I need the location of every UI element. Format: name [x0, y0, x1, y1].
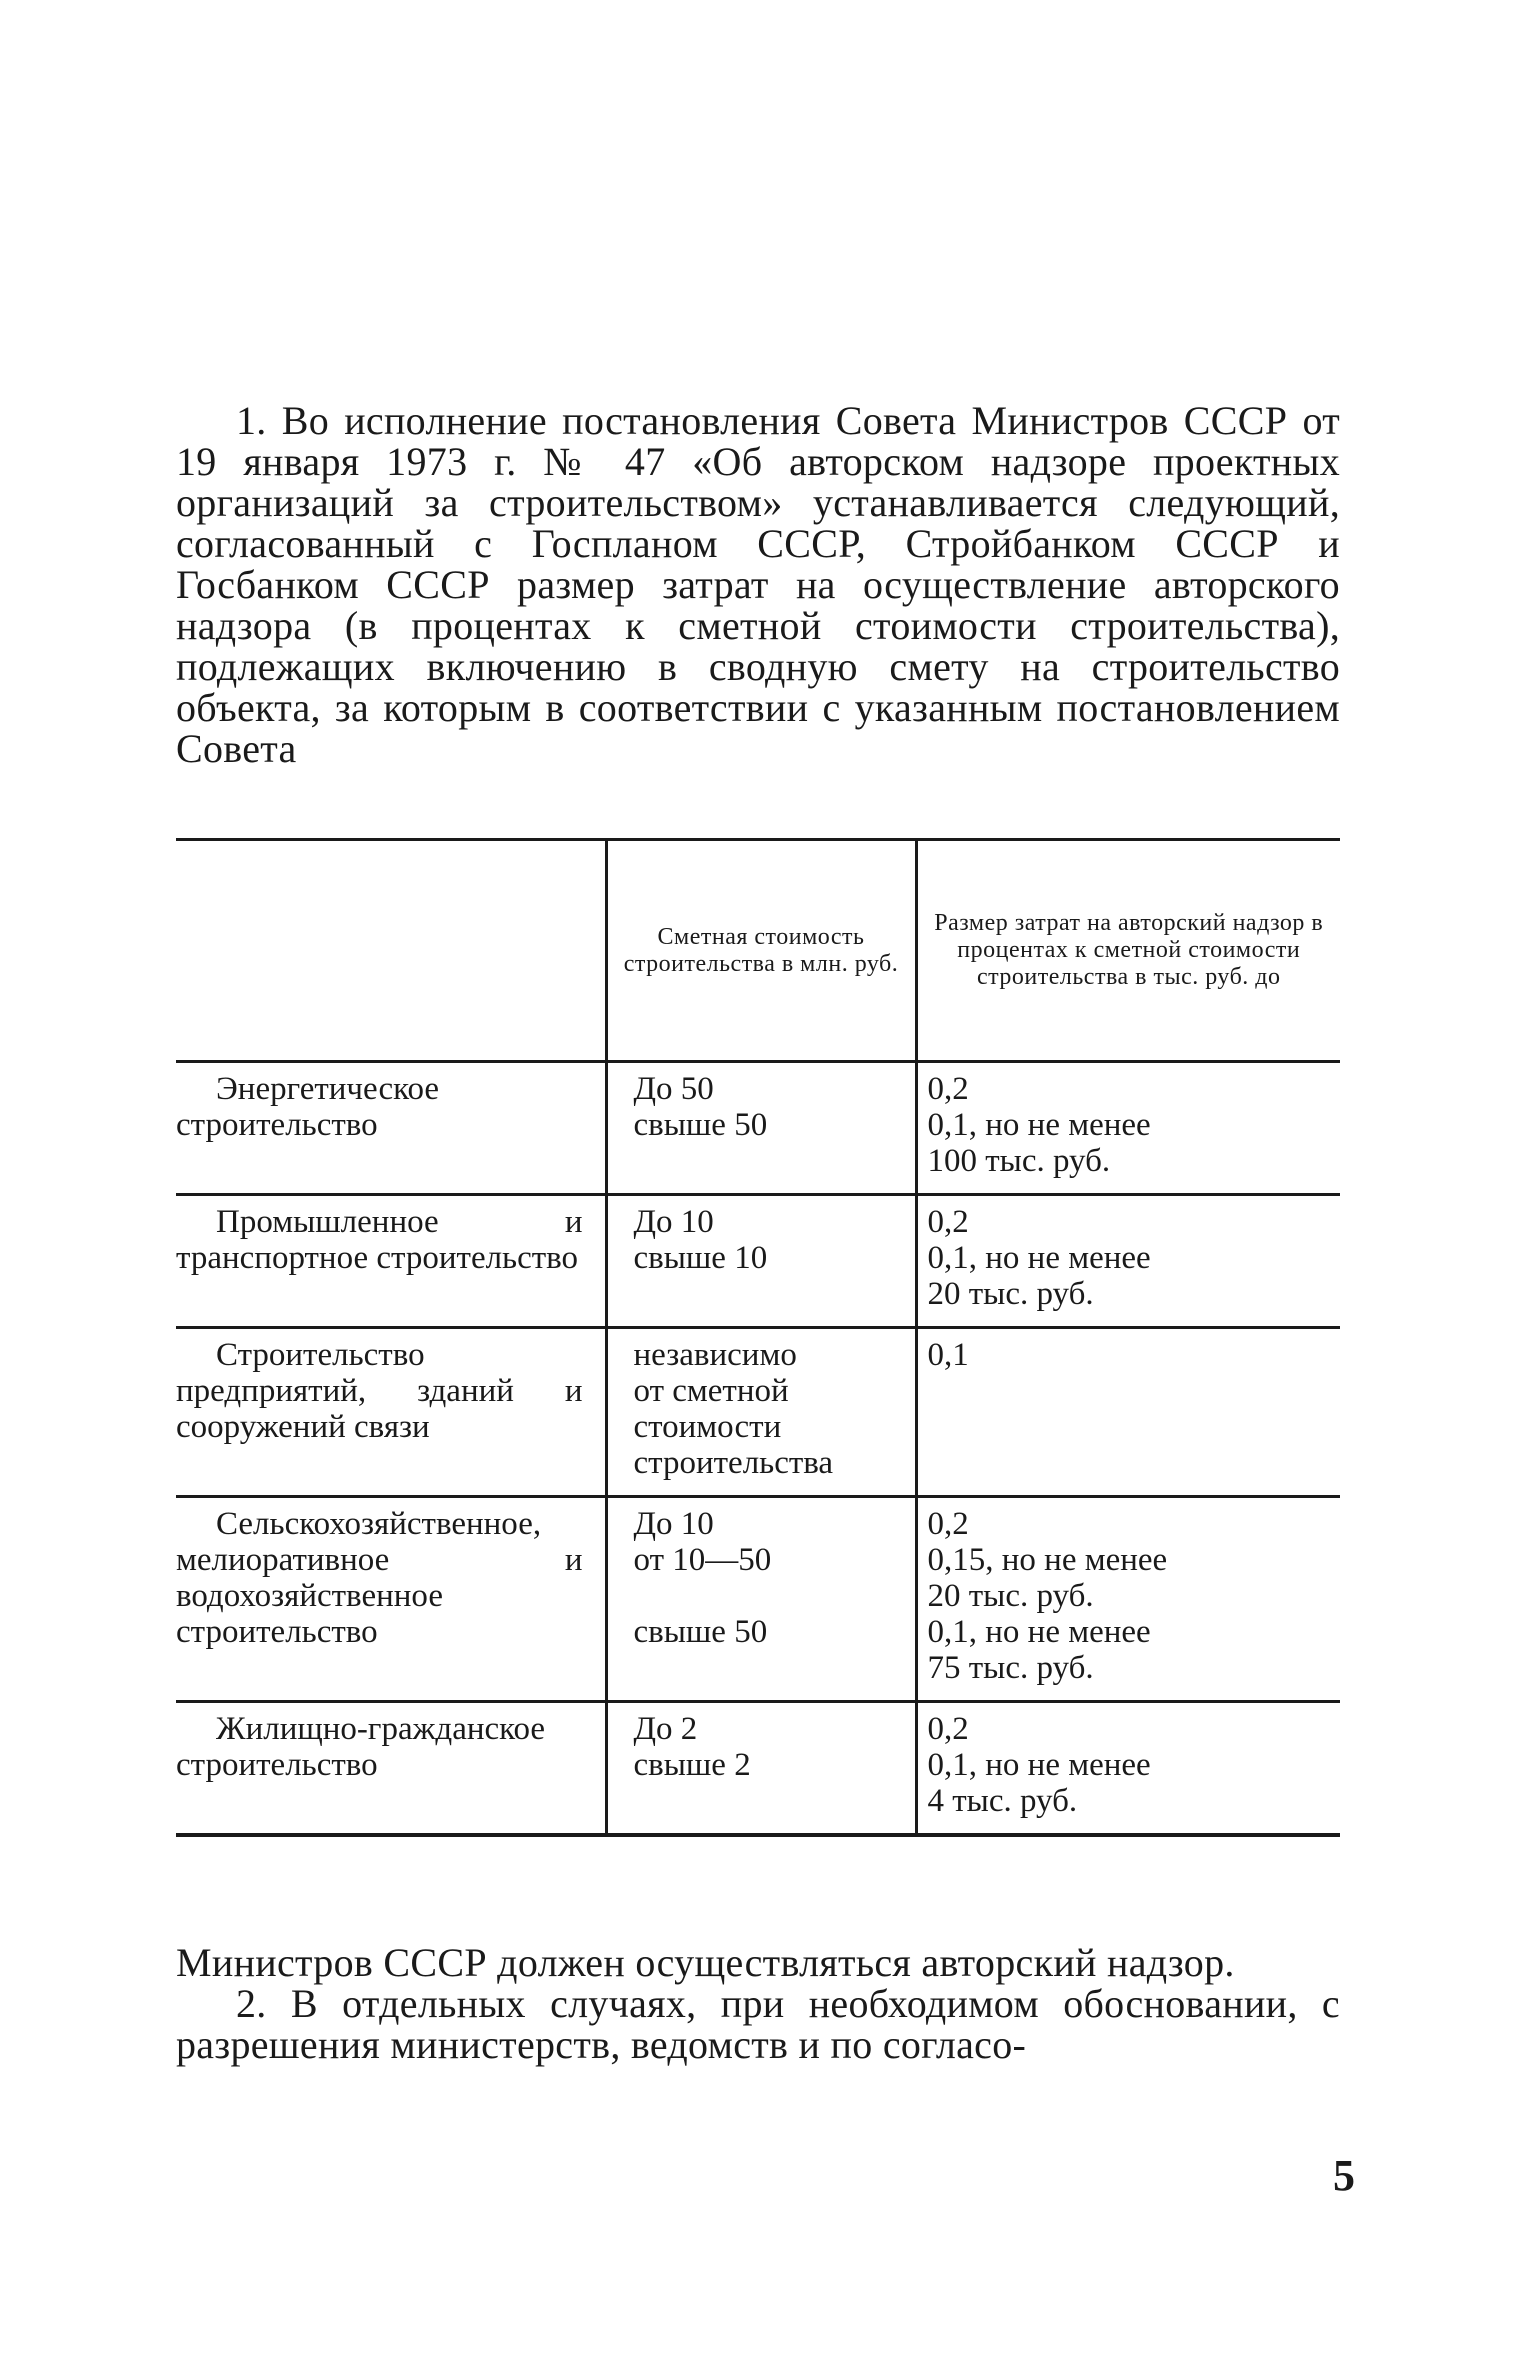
percent-line: 0,2 [927, 1204, 969, 1240]
table-header-row [176, 840, 1340, 1062]
row-cost [606, 1328, 916, 1497]
cost-line: До 50 [633, 1071, 714, 1107]
row-category: Строительство предприятий, зданий и сооружений связи [176, 1337, 583, 1445]
row-percent [916, 1062, 1340, 1195]
cost-line: от 10—50 [633, 1542, 772, 1578]
percent-line: 0,1 [927, 1337, 969, 1373]
header-cost: Сметная стоимость строительства в млн. руб. [606, 840, 916, 1062]
row-category: Жилищно-гражданское строительство [176, 1711, 546, 1783]
cost-line: свыше 50 [633, 1614, 768, 1650]
percent-line: 4 тыс. руб. [927, 1783, 1078, 1819]
percent-line: 75 тыс. руб. [927, 1650, 1094, 1686]
cost-line: стоимости [633, 1409, 782, 1445]
cost-line: До 10 [633, 1506, 714, 1542]
table-row-industrial [176, 1195, 1340, 1328]
percent-line: 0,1, но не менее [927, 1614, 1151, 1650]
percent-line: 0,2 [927, 1711, 969, 1747]
table-row-energy [176, 1062, 1340, 1195]
row-percent [916, 1195, 1340, 1328]
percent-line: 0,15, но не менее [927, 1542, 1168, 1578]
cost-line: строительства [633, 1445, 834, 1481]
outro-paragraph-2: 2. В отдельных случаях, при необходимом обосновании, с разрешения министерств, ведомств и по согласо- [176, 1981, 1340, 2067]
outro-text [176, 1942, 1340, 2065]
page-number: 5 [1333, 2151, 1355, 2200]
table-row-communications [176, 1328, 1340, 1497]
cost-line: свыше 50 [633, 1107, 768, 1143]
row-cost [606, 1497, 916, 1702]
header-percent: Размер затрат на авторский надзор в процентах к сметной стоимости строительства в тыс. руб. до [916, 840, 1340, 1062]
percent-line: 0,1, но не менее [927, 1107, 1151, 1143]
row-category: Сельскохозяйственное, мелиоративное и водохозяйственное строительство [176, 1506, 583, 1650]
percent-line: 0,2 [927, 1071, 969, 1107]
row-category: Энергетическое строительство [176, 1071, 440, 1143]
table-row-residential [176, 1702, 1340, 1836]
table-row-agricultural [176, 1497, 1340, 1702]
intro-paragraph: 1. Во исполнение постановления Совета Министров СССР от 19 января 1973 г. № 47 «Об авторском надзоре проектных организаций за строительством» устанавливается следующий, согласованный с Госпланом СССР, Стройбанком СССР и Госбанком СССР размер затрат на осуществление авторского надзора (в процентах к сметной стоимости строительства), подлежащих включению в сводную смету на строительство объекта, за которым в соответствии с указанным постановлением Совета [176, 398, 1340, 771]
row-category: Промышленное и транспортное строительство [176, 1204, 583, 1276]
header-category [176, 840, 606, 1062]
percent-line: 20 тыс. руб. [927, 1276, 1094, 1312]
percent-line: 100 тыс. руб. [927, 1143, 1111, 1179]
outro-paragraph-1: Министров СССР должен осуществляться авторский надзор. [176, 1940, 1235, 1985]
cost-line: свыше 10 [633, 1240, 768, 1276]
row-percent [916, 1702, 1340, 1836]
row-percent [916, 1328, 1340, 1497]
cost-line: свыше 2 [633, 1747, 751, 1783]
percent-line: 0,1, но не менее [927, 1747, 1151, 1783]
cost-table [176, 838, 1340, 1837]
percent-line: 0,1, но не менее [927, 1240, 1151, 1276]
row-cost [606, 1702, 916, 1836]
cost-line: До 2 [633, 1711, 698, 1747]
cost-line: До 10 [633, 1204, 714, 1240]
row-percent [916, 1497, 1340, 1702]
percent-line: 0,2 [927, 1506, 969, 1542]
percent-line: 20 тыс. руб. [927, 1578, 1094, 1614]
row-cost [606, 1195, 916, 1328]
row-cost [606, 1062, 916, 1195]
cost-line: от сметной [633, 1373, 789, 1409]
cost-line: независимо [633, 1337, 797, 1373]
